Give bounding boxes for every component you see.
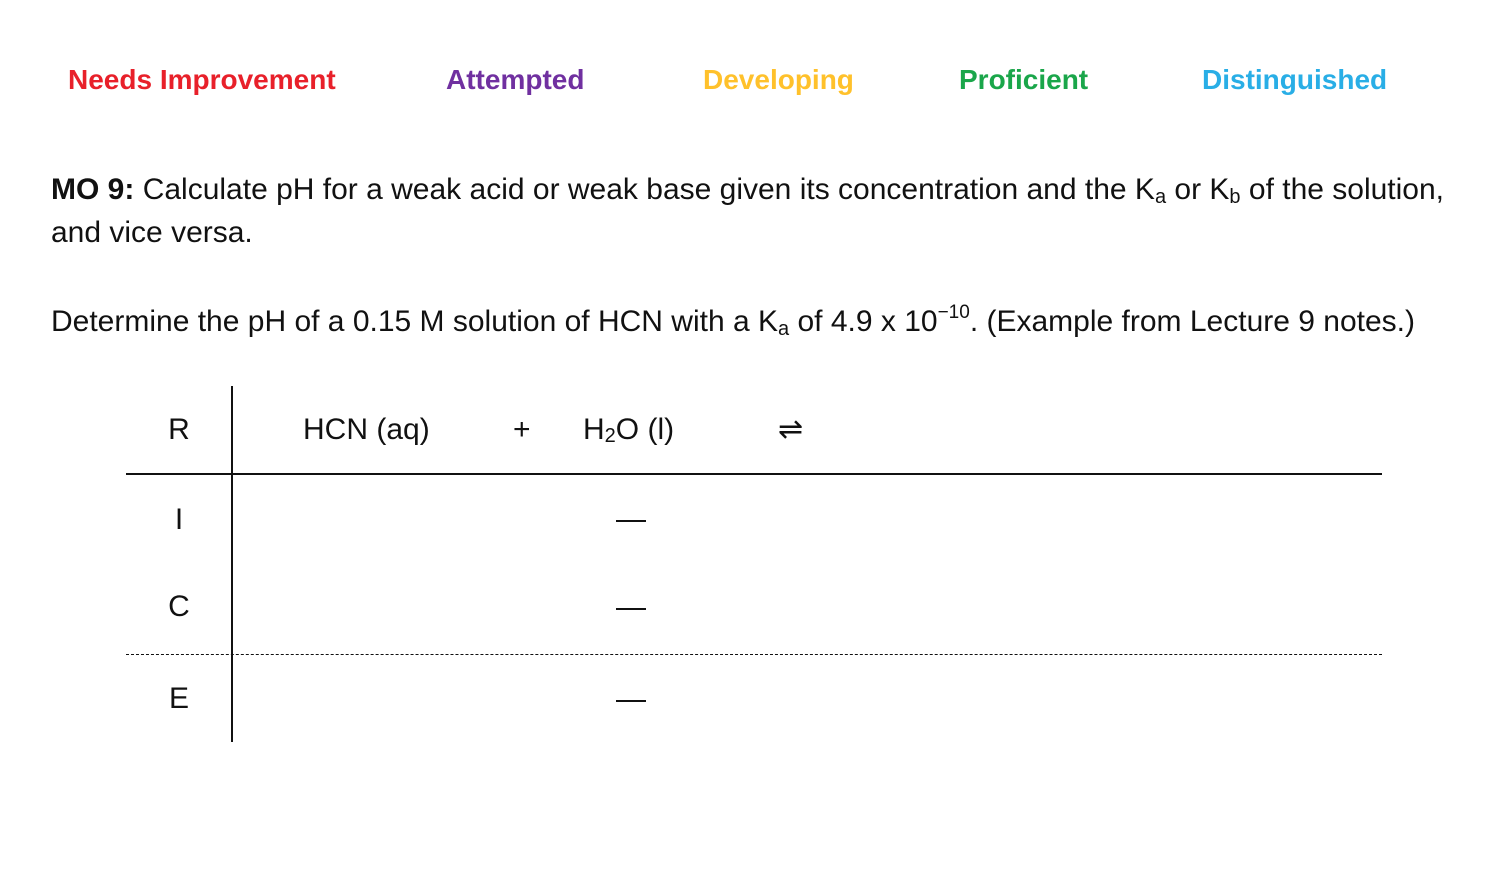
water-subscript: 2	[604, 425, 616, 447]
ka-subscript: a	[1154, 186, 1167, 208]
rubric-level-needs-improvement: Needs Improvement	[68, 64, 336, 95]
rubric-level-distinguished: Distinguished	[1202, 64, 1388, 95]
rubric-level-proficient: Proficient	[959, 64, 1089, 95]
problem-ka-subscript: a	[778, 318, 790, 340]
water-equilibrium-dash	[616, 700, 646, 702]
plus-sign: +	[513, 413, 531, 446]
equilibrium-arrow-icon: ⇌	[778, 413, 804, 446]
problem-exponent: −10	[937, 302, 970, 323]
water-o-state: O (l)	[615, 413, 675, 446]
objective-text-start: Calculate pH for a weak acid or weak base given its concentration and the K	[142, 173, 1155, 206]
ice-row-label-e: E	[168, 682, 189, 715]
table-header-divider	[126, 473, 1382, 475]
objective-text-mid: or K	[1166, 173, 1230, 206]
problem-statement	[51, 300, 1451, 343]
reactant-hcn: HCN (aq)	[303, 413, 430, 446]
learning-objective	[51, 168, 1451, 254]
table-dashed-divider	[126, 654, 1382, 655]
table-vertical-divider	[231, 386, 233, 742]
problem-text-start: Determine the pH of a 0.15 M solution of HCN with a K	[51, 305, 779, 338]
objective-code: MO 9:	[51, 173, 135, 206]
ice-row-label-i: I	[174, 503, 184, 536]
ice-row-label-r: R	[168, 413, 190, 446]
problem-text-mid: of 4.9 x 10	[789, 305, 938, 338]
ice-row-label-c: C	[168, 590, 190, 623]
water-change-dash	[616, 608, 646, 610]
reactant-water	[583, 410, 674, 450]
rubric-level-developing: Developing	[703, 64, 854, 95]
kb-subscript: b	[1229, 186, 1241, 208]
water-initial-dash	[616, 520, 646, 522]
objective-text-end: of the solution, and vice versa.	[51, 173, 1445, 249]
water-h: H	[583, 413, 605, 446]
rubric-level-attempted: Attempted	[446, 64, 585, 95]
problem-text-end: . (Example from Lecture 9 notes.)	[969, 305, 1415, 338]
